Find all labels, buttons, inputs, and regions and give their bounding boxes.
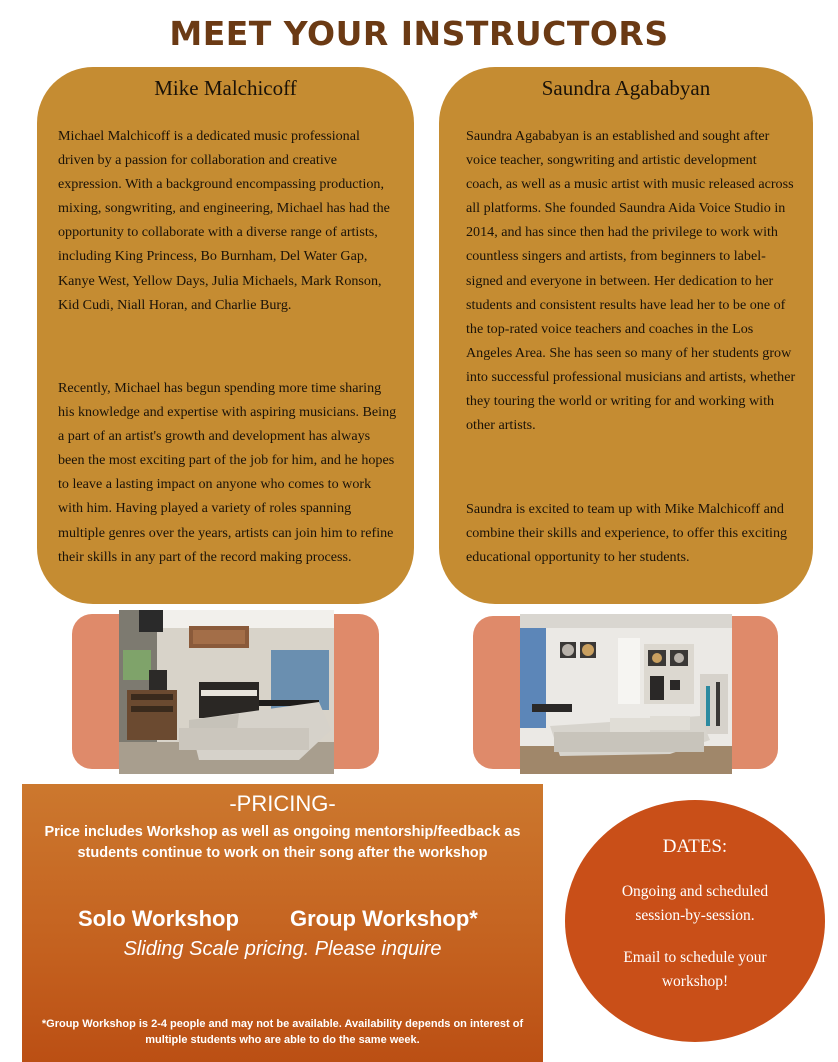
pricing-panel	[22, 784, 543, 1062]
studio-photo-image	[119, 610, 334, 774]
studio-photo-left	[119, 610, 334, 774]
page-title: MEET YOUR INSTRUCTORS	[169, 14, 669, 53]
dates-circle	[565, 800, 825, 1042]
dates-schedule-text: Ongoing and scheduled session-by-session.	[621, 883, 769, 924]
pricing-description: Price includes Workshop as well as ongoing mentorship/feedback as students continue to work on their song after the workshop	[44, 824, 521, 861]
instructor-card-mike	[37, 67, 414, 604]
group-workshop-label: Group Workshop*	[290, 906, 478, 931]
studio-photo-image	[520, 614, 732, 774]
sliding-scale-note: Sliding Scale pricing. Please inquire	[123, 938, 442, 960]
instructor-name: Mike Malchicoff	[154, 76, 297, 100]
studio-photo-right	[520, 614, 732, 774]
group-workshop-footnote: *Group Workshop is 2-4 people and may not be available. Availability depends on interest of multiple students who are able to do the same week.	[41, 1018, 524, 1046]
instructor-card-saundra	[439, 67, 813, 604]
instructor-bio-paragraph: Michael Malchicoff is a dedicated music professional driven by a passion for collaboration and creative expression. With a background encompassing production, mixing, songwriting, and engineering, Michael has had the opportunity to collaborate with a diverse range of artists, including King Princess, Bo Burnham, Del Water Gap, Kanye West, Yellow Days, Julia Michaels, Mark Ronson, Kid Cudi, Niall Horan, and Charlie Burg.	[58, 128, 390, 313]
instructor-bio-paragraph: Recently, Michael has begun spending more time sharing his knowledge and expertise with aspiring musicians. Being a part of an artist's growth and development has always been the most exciting part of the job for him, and he hopes to leave a lasting impact on anyone who comes to work with him. Having played a variety of roles spanning multiple genres over the years, artists can join him to refine their skills in any part of the record making process.	[58, 380, 397, 565]
pricing-heading: -PRICING-	[229, 791, 336, 816]
dates-email-text: Email to schedule your workshop!	[623, 949, 767, 990]
solo-workshop-label: Solo Workshop	[78, 906, 239, 931]
dates-heading: DATES:	[662, 836, 728, 857]
instructor-name: Saundra Agababyan	[541, 76, 711, 100]
instructor-bio-paragraph: Saundra is excited to team up with Mike Malchicoff and combine their skills and experience, to offer this exciting educational opportunity to her students.	[466, 501, 788, 566]
instructor-bio-paragraph: Saundra Agababyan is an established and sought after voice teacher, songwriting and artistic development coach, as well as a music artist with music released across all platforms. She founded Saundra Aida Voice Studio in 2014, and has since then had the privilege to work with countless singers and artists, from beginners to label-signed and everyone in between. Her dedication to her students and consistent results have lead her to be one of the top-rated voice teachers and coaches in the Los Angeles Area. She has seen so many of her students grow into successful professional musicians and artists, whether they touring the world or writing for and working with other artists.	[466, 128, 796, 434]
